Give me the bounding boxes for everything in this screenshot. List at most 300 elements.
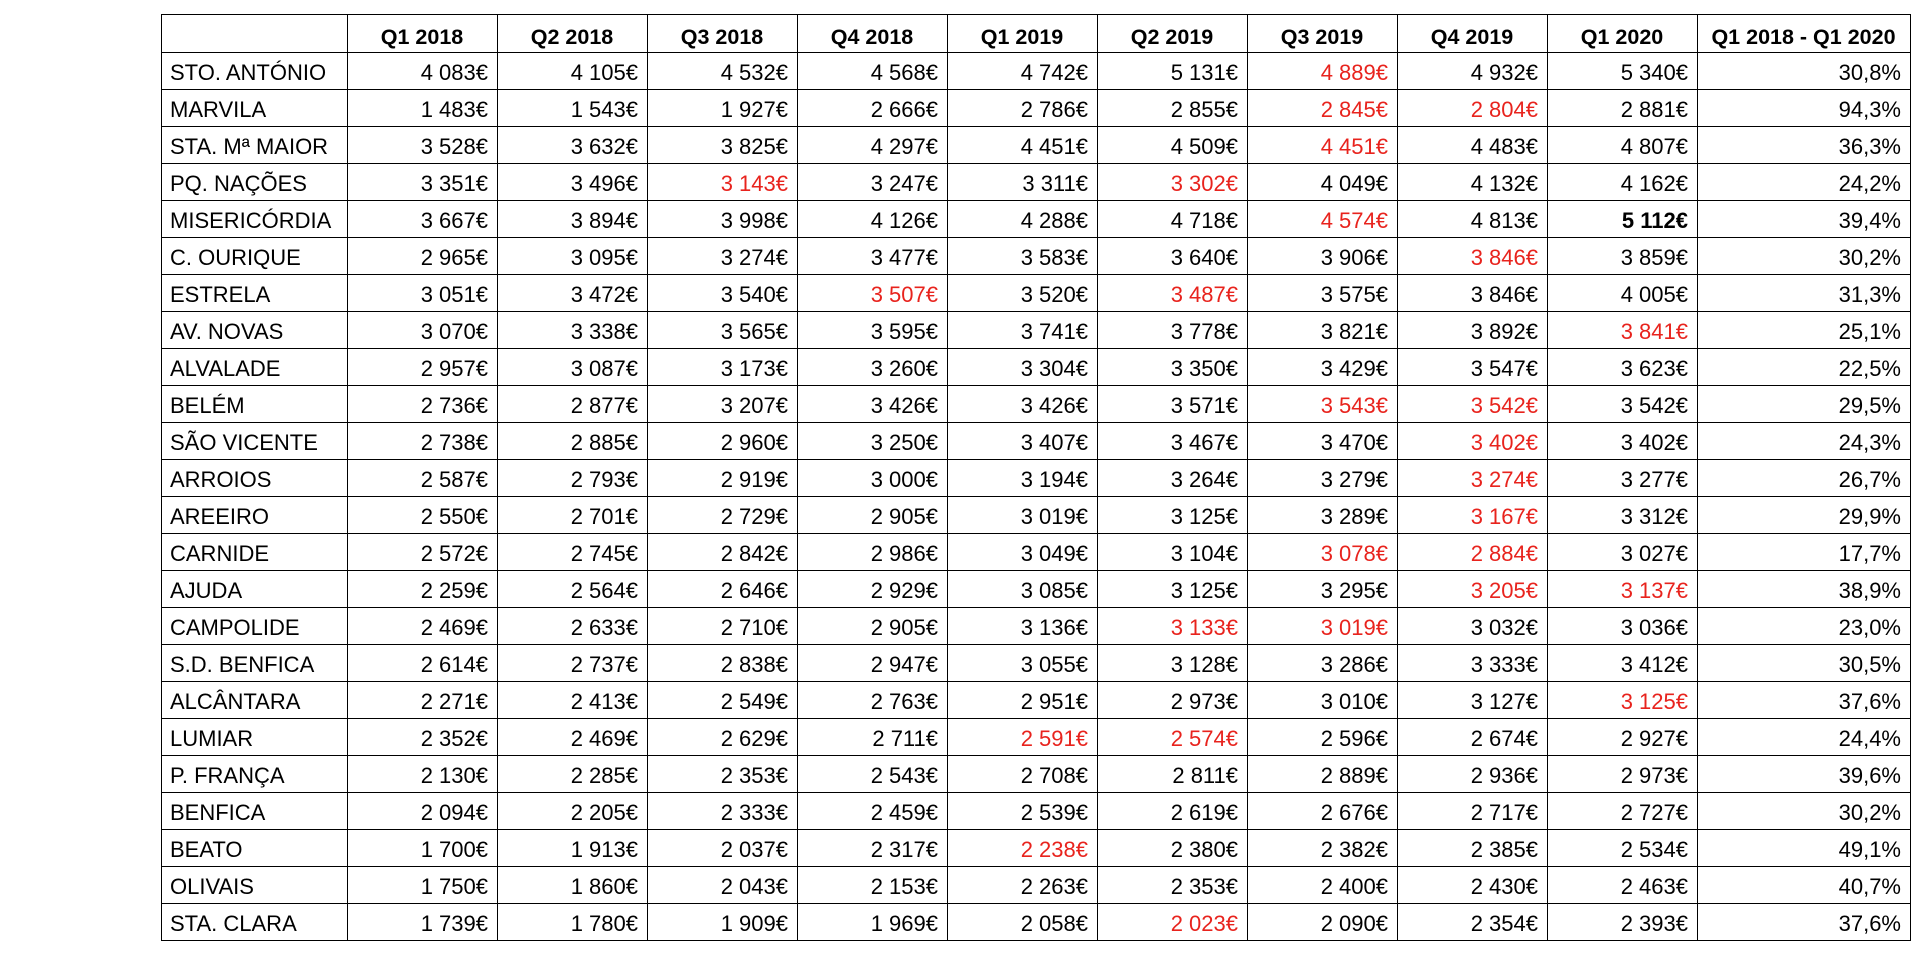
price-cell: 3 426€ [798, 386, 948, 423]
price-cell: 4 813€ [1398, 201, 1548, 238]
price-cell: 2 469€ [348, 608, 498, 645]
price-cell: 3 027€ [1548, 534, 1698, 571]
price-cell: 3 542€ [1548, 386, 1698, 423]
change-percent-cell: 23,0% [1698, 608, 1911, 645]
price-cell: 2 701€ [498, 497, 648, 534]
parish-name-cell: CAMPOLIDE [162, 608, 348, 645]
table-row [162, 497, 1911, 534]
price-cell: 2 058€ [948, 904, 1098, 941]
price-cell: 3 019€ [1248, 608, 1398, 645]
price-cell: 2 763€ [798, 682, 948, 719]
price-cell: 2 811€ [1098, 756, 1248, 793]
price-cell: 3 351€ [348, 164, 498, 201]
change-percent-cell: 40,7% [1698, 867, 1911, 904]
parish-name-cell: C. OURIQUE [162, 238, 348, 275]
change-percent-cell: 30,2% [1698, 238, 1911, 275]
price-cell: 2 534€ [1548, 830, 1698, 867]
price-cell: 2 711€ [798, 719, 948, 756]
price-cell: 3 304€ [948, 349, 1098, 386]
parish-name-cell: BEATO [162, 830, 348, 867]
price-cell: 3 906€ [1248, 238, 1398, 275]
price-cell: 2 619€ [1098, 793, 1248, 830]
price-cell: 3 477€ [798, 238, 948, 275]
price-cell: 3 472€ [498, 275, 648, 312]
price-per-m2-table [161, 14, 1911, 941]
price-cell: 3 274€ [1398, 460, 1548, 497]
change-percent-cell: 31,3% [1698, 275, 1911, 312]
price-cell: 3 125€ [1098, 497, 1248, 534]
price-cell: 3 338€ [498, 312, 648, 349]
price-cell: 4 568€ [798, 53, 948, 90]
change-percent-cell: 24,3% [1698, 423, 1911, 460]
price-cell: 3 279€ [1248, 460, 1398, 497]
price-cell: 3 846€ [1398, 238, 1548, 275]
table-body [162, 53, 1911, 941]
price-cell: 4 574€ [1248, 201, 1398, 238]
parish-name-cell: MARVILA [162, 90, 348, 127]
price-cell: 3 087€ [498, 349, 648, 386]
price-cell: 3 070€ [348, 312, 498, 349]
price-cell: 2 043€ [648, 867, 798, 904]
header-cell-q1-2019: Q1 2019 [948, 15, 1098, 53]
price-cell: 2 737€ [498, 645, 648, 682]
price-cell: 4 807€ [1548, 127, 1698, 164]
price-cell: 3 127€ [1398, 682, 1548, 719]
change-percent-cell: 37,6% [1698, 904, 1911, 941]
price-cell: 4 005€ [1548, 275, 1698, 312]
price-table-container [161, 14, 1911, 941]
price-cell: 2 973€ [1098, 682, 1248, 719]
table-row [162, 830, 1911, 867]
header-cell-q3-2019: Q3 2019 [1248, 15, 1398, 53]
price-cell: 2 842€ [648, 534, 798, 571]
price-cell: 4 126€ [798, 201, 948, 238]
price-cell: 5 131€ [1098, 53, 1248, 90]
change-percent-cell: 39,4% [1698, 201, 1911, 238]
price-cell: 3 741€ [948, 312, 1098, 349]
price-cell: 2 090€ [1248, 904, 1398, 941]
price-cell: 3 010€ [1248, 682, 1398, 719]
price-cell: 4 297€ [798, 127, 948, 164]
price-cell: 2 845€ [1248, 90, 1398, 127]
price-cell: 3 333€ [1398, 645, 1548, 682]
parish-name-cell: OLIVAIS [162, 867, 348, 904]
price-cell: 3 426€ [948, 386, 1098, 423]
price-cell: 1 913€ [498, 830, 648, 867]
change-percent-cell: 25,1% [1698, 312, 1911, 349]
price-cell: 4 483€ [1398, 127, 1548, 164]
parish-name-cell: STA. CLARA [162, 904, 348, 941]
parish-name-cell: ESTRELA [162, 275, 348, 312]
price-cell: 3 095€ [498, 238, 648, 275]
price-cell: 2 736€ [348, 386, 498, 423]
price-cell: 2 400€ [1248, 867, 1398, 904]
table-row [162, 867, 1911, 904]
table-header-row [162, 15, 1911, 53]
price-cell: 3 487€ [1098, 275, 1248, 312]
price-cell: 3 595€ [798, 312, 948, 349]
price-cell: 3 194€ [948, 460, 1098, 497]
change-percent-cell: 17,7% [1698, 534, 1911, 571]
table-row [162, 682, 1911, 719]
price-cell: 2 960€ [648, 423, 798, 460]
change-percent-cell: 24,2% [1698, 164, 1911, 201]
price-cell: 3 312€ [1548, 497, 1698, 534]
price-cell: 2 591€ [948, 719, 1098, 756]
price-cell: 2 285€ [498, 756, 648, 793]
price-cell: 4 451€ [1248, 127, 1398, 164]
price-cell: 4 083€ [348, 53, 498, 90]
header-cell-parish [162, 15, 348, 53]
price-cell: 2 614€ [348, 645, 498, 682]
price-cell: 3 032€ [1398, 608, 1548, 645]
price-cell: 3 542€ [1398, 386, 1548, 423]
price-cell: 2 380€ [1098, 830, 1248, 867]
price-cell: 3 859€ [1548, 238, 1698, 275]
price-cell: 3 543€ [1248, 386, 1398, 423]
price-cell: 2 430€ [1398, 867, 1548, 904]
change-percent-cell: 49,1% [1698, 830, 1911, 867]
price-cell: 3 078€ [1248, 534, 1398, 571]
parish-name-cell: BELÉM [162, 386, 348, 423]
price-cell: 3 295€ [1248, 571, 1398, 608]
price-cell: 2 205€ [498, 793, 648, 830]
price-cell: 2 333€ [648, 793, 798, 830]
table-row [162, 719, 1911, 756]
price-cell: 3 429€ [1248, 349, 1398, 386]
table-row [162, 127, 1911, 164]
change-percent-cell: 30,2% [1698, 793, 1911, 830]
price-cell: 2 905€ [798, 608, 948, 645]
price-cell: 4 288€ [948, 201, 1098, 238]
price-cell: 2 793€ [498, 460, 648, 497]
price-cell: 2 666€ [798, 90, 948, 127]
price-cell: 2 629€ [648, 719, 798, 756]
price-cell: 2 353€ [648, 756, 798, 793]
table-row [162, 460, 1911, 497]
price-cell: 3 000€ [798, 460, 948, 497]
price-cell: 2 587€ [348, 460, 498, 497]
price-cell: 4 049€ [1248, 164, 1398, 201]
price-cell: 2 094€ [348, 793, 498, 830]
price-cell: 4 509€ [1098, 127, 1248, 164]
parish-name-cell: ALCÂNTARA [162, 682, 348, 719]
table-row [162, 608, 1911, 645]
price-cell: 1 483€ [348, 90, 498, 127]
price-cell: 2 889€ [1248, 756, 1398, 793]
price-cell: 2 786€ [948, 90, 1098, 127]
price-cell: 4 132€ [1398, 164, 1548, 201]
price-cell: 2 413€ [498, 682, 648, 719]
price-cell: 3 571€ [1098, 386, 1248, 423]
change-percent-cell: 36,3% [1698, 127, 1911, 164]
price-cell: 3 104€ [1098, 534, 1248, 571]
price-cell: 3 143€ [648, 164, 798, 201]
price-cell: 2 259€ [348, 571, 498, 608]
price-cell: 2 927€ [1548, 719, 1698, 756]
parish-name-cell: STO. ANTÓNIO [162, 53, 348, 90]
price-cell: 2 153€ [798, 867, 948, 904]
price-cell: 2 708€ [948, 756, 1098, 793]
price-cell: 2 037€ [648, 830, 798, 867]
price-cell: 2 717€ [1398, 793, 1548, 830]
price-cell: 3 137€ [1548, 571, 1698, 608]
price-cell: 3 507€ [798, 275, 948, 312]
price-cell: 3 167€ [1398, 497, 1548, 534]
parish-name-cell: S.D. BENFICA [162, 645, 348, 682]
price-cell: 3 540€ [648, 275, 798, 312]
price-cell: 3 055€ [948, 645, 1098, 682]
price-cell: 3 470€ [1248, 423, 1398, 460]
parish-name-cell: SÃO VICENTE [162, 423, 348, 460]
price-cell: 3 667€ [348, 201, 498, 238]
price-cell: 2 263€ [948, 867, 1098, 904]
header-cell-q4-2019: Q4 2019 [1398, 15, 1548, 53]
price-cell: 2 804€ [1398, 90, 1548, 127]
parish-name-cell: ARROIOS [162, 460, 348, 497]
table-row [162, 238, 1911, 275]
price-cell: 1 860€ [498, 867, 648, 904]
price-cell: 3 402€ [1548, 423, 1698, 460]
price-cell: 2 550€ [348, 497, 498, 534]
price-cell: 2 951€ [948, 682, 1098, 719]
price-cell: 3 894€ [498, 201, 648, 238]
price-cell: 3 274€ [648, 238, 798, 275]
price-cell: 2 393€ [1548, 904, 1698, 941]
price-cell: 2 633€ [498, 608, 648, 645]
price-cell: 2 885€ [498, 423, 648, 460]
price-cell: 3 205€ [1398, 571, 1548, 608]
price-cell: 3 277€ [1548, 460, 1698, 497]
price-cell: 2 023€ [1098, 904, 1248, 941]
price-cell: 2 738€ [348, 423, 498, 460]
price-cell: 3 247€ [798, 164, 948, 201]
price-cell: 2 539€ [948, 793, 1098, 830]
price-cell: 5 340€ [1548, 53, 1698, 90]
parish-name-cell: MISERICÓRDIA [162, 201, 348, 238]
price-cell: 3 547€ [1398, 349, 1548, 386]
table-row [162, 386, 1911, 423]
price-cell: 2 838€ [648, 645, 798, 682]
change-percent-cell: 22,5% [1698, 349, 1911, 386]
price-cell: 1 739€ [348, 904, 498, 941]
price-cell: 2 929€ [798, 571, 948, 608]
price-cell: 4 162€ [1548, 164, 1698, 201]
price-cell: 2 986€ [798, 534, 948, 571]
price-cell: 2 459€ [798, 793, 948, 830]
header-cell-q2-2018: Q2 2018 [498, 15, 648, 53]
price-cell: 3 841€ [1548, 312, 1698, 349]
price-cell: 2 317€ [798, 830, 948, 867]
parish-name-cell: AREEIRO [162, 497, 348, 534]
price-cell: 2 676€ [1248, 793, 1398, 830]
table-row [162, 349, 1911, 386]
change-percent-cell: 26,7% [1698, 460, 1911, 497]
price-cell: 2 549€ [648, 682, 798, 719]
price-cell: 2 884€ [1398, 534, 1548, 571]
change-percent-cell: 38,9% [1698, 571, 1911, 608]
price-cell: 3 250€ [798, 423, 948, 460]
price-cell: 3 289€ [1248, 497, 1398, 534]
price-cell: 3 019€ [948, 497, 1098, 534]
price-cell: 3 302€ [1098, 164, 1248, 201]
price-cell: 2 238€ [948, 830, 1098, 867]
price-cell: 1 909€ [648, 904, 798, 941]
price-cell: 2 271€ [348, 682, 498, 719]
price-cell: 4 451€ [948, 127, 1098, 164]
price-cell: 2 973€ [1548, 756, 1698, 793]
parish-name-cell: ALVALADE [162, 349, 348, 386]
price-cell: 2 353€ [1098, 867, 1248, 904]
price-cell: 2 936€ [1398, 756, 1548, 793]
change-percent-cell: 39,6% [1698, 756, 1911, 793]
price-cell: 1 700€ [348, 830, 498, 867]
price-cell: 4 105€ [498, 53, 648, 90]
table-row [162, 423, 1911, 460]
price-cell: 3 575€ [1248, 275, 1398, 312]
table-row [162, 53, 1911, 90]
price-cell: 3 623€ [1548, 349, 1698, 386]
price-cell: 3 825€ [648, 127, 798, 164]
price-cell: 2 354€ [1398, 904, 1548, 941]
price-cell: 2 572€ [348, 534, 498, 571]
header-cell-change: Q1 2018 - Q1 2020 [1698, 15, 1911, 53]
price-cell: 2 674€ [1398, 719, 1548, 756]
table-row [162, 312, 1911, 349]
price-cell: 3 846€ [1398, 275, 1548, 312]
price-cell: 2 646€ [648, 571, 798, 608]
header-cell-q1-2020: Q1 2020 [1548, 15, 1698, 53]
table-row [162, 275, 1911, 312]
price-cell: 3 264€ [1098, 460, 1248, 497]
change-percent-cell: 29,9% [1698, 497, 1911, 534]
price-cell: 3 207€ [648, 386, 798, 423]
price-cell: 2 463€ [1548, 867, 1698, 904]
price-cell: 3 496€ [498, 164, 648, 201]
price-cell: 3 998€ [648, 201, 798, 238]
price-cell: 2 543€ [798, 756, 948, 793]
parish-name-cell: LUMIAR [162, 719, 348, 756]
price-cell: 2 947€ [798, 645, 948, 682]
header-cell-q1-2018: Q1 2018 [348, 15, 498, 53]
price-cell: 2 596€ [1248, 719, 1398, 756]
price-cell: 3 133€ [1098, 608, 1248, 645]
parish-name-cell: CARNIDE [162, 534, 348, 571]
price-cell: 3 520€ [948, 275, 1098, 312]
price-cell: 2 469€ [498, 719, 648, 756]
price-cell: 3 125€ [1548, 682, 1698, 719]
price-cell: 2 919€ [648, 460, 798, 497]
price-cell: 3 412€ [1548, 645, 1698, 682]
price-cell: 4 889€ [1248, 53, 1398, 90]
change-percent-cell: 24,4% [1698, 719, 1911, 756]
price-cell: 2 877€ [498, 386, 648, 423]
price-cell: 4 742€ [948, 53, 1098, 90]
price-cell: 3 136€ [948, 608, 1098, 645]
table-row [162, 571, 1911, 608]
price-cell: 3 892€ [1398, 312, 1548, 349]
table-row [162, 645, 1911, 682]
price-cell: 3 085€ [948, 571, 1098, 608]
header-cell-q3-2018: Q3 2018 [648, 15, 798, 53]
price-cell: 3 778€ [1098, 312, 1248, 349]
price-cell: 1 543€ [498, 90, 648, 127]
price-cell: 2 965€ [348, 238, 498, 275]
price-cell: 3 286€ [1248, 645, 1398, 682]
price-cell: 3 049€ [948, 534, 1098, 571]
change-percent-cell: 29,5% [1698, 386, 1911, 423]
price-cell: 2 855€ [1098, 90, 1248, 127]
price-cell: 4 932€ [1398, 53, 1548, 90]
price-cell: 1 780€ [498, 904, 648, 941]
price-cell: 2 905€ [798, 497, 948, 534]
table-row [162, 164, 1911, 201]
parish-name-cell: P. FRANÇA [162, 756, 348, 793]
price-cell: 3 565€ [648, 312, 798, 349]
parish-name-cell: AV. NOVAS [162, 312, 348, 349]
parish-name-cell: PQ. NAÇÕES [162, 164, 348, 201]
price-cell: 2 130€ [348, 756, 498, 793]
price-cell: 2 574€ [1098, 719, 1248, 756]
price-cell: 2 881€ [1548, 90, 1698, 127]
price-cell: 2 352€ [348, 719, 498, 756]
price-cell: 3 467€ [1098, 423, 1248, 460]
table-row [162, 534, 1911, 571]
parish-name-cell: AJUDA [162, 571, 348, 608]
price-cell: 3 632€ [498, 127, 648, 164]
header-cell-q4-2018: Q4 2018 [798, 15, 948, 53]
price-cell: 3 350€ [1098, 349, 1248, 386]
price-cell: 4 532€ [648, 53, 798, 90]
price-cell: 1 750€ [348, 867, 498, 904]
change-percent-cell: 94,3% [1698, 90, 1911, 127]
price-cell: 2 382€ [1248, 830, 1398, 867]
change-percent-cell: 37,6% [1698, 682, 1911, 719]
price-cell: 2 710€ [648, 608, 798, 645]
table-row [162, 793, 1911, 830]
table-row [162, 756, 1911, 793]
price-cell: 2 957€ [348, 349, 498, 386]
price-cell: 1 927€ [648, 90, 798, 127]
table-row [162, 904, 1911, 941]
price-cell: 3 407€ [948, 423, 1098, 460]
header-cell-q2-2019: Q2 2019 [1098, 15, 1248, 53]
price-cell: 1 969€ [798, 904, 948, 941]
price-cell: 3 260€ [798, 349, 948, 386]
parish-name-cell: STA. Mª MAIOR [162, 127, 348, 164]
price-cell: 2 727€ [1548, 793, 1698, 830]
price-cell: 3 528€ [348, 127, 498, 164]
price-cell: 3 036€ [1548, 608, 1698, 645]
price-cell: 3 311€ [948, 164, 1098, 201]
price-cell: 2 564€ [498, 571, 648, 608]
price-cell: 3 128€ [1098, 645, 1248, 682]
table-row [162, 90, 1911, 127]
price-cell: 5 112€ [1548, 201, 1698, 238]
parish-name-cell: BENFICA [162, 793, 348, 830]
price-cell: 2 745€ [498, 534, 648, 571]
price-cell: 2 729€ [648, 497, 798, 534]
price-cell: 3 051€ [348, 275, 498, 312]
price-cell: 4 718€ [1098, 201, 1248, 238]
table-row [162, 201, 1911, 238]
price-cell: 2 385€ [1398, 830, 1548, 867]
price-cell: 3 125€ [1098, 571, 1248, 608]
price-cell: 3 402€ [1398, 423, 1548, 460]
change-percent-cell: 30,5% [1698, 645, 1911, 682]
price-cell: 3 173€ [648, 349, 798, 386]
change-percent-cell: 30,8% [1698, 53, 1911, 90]
